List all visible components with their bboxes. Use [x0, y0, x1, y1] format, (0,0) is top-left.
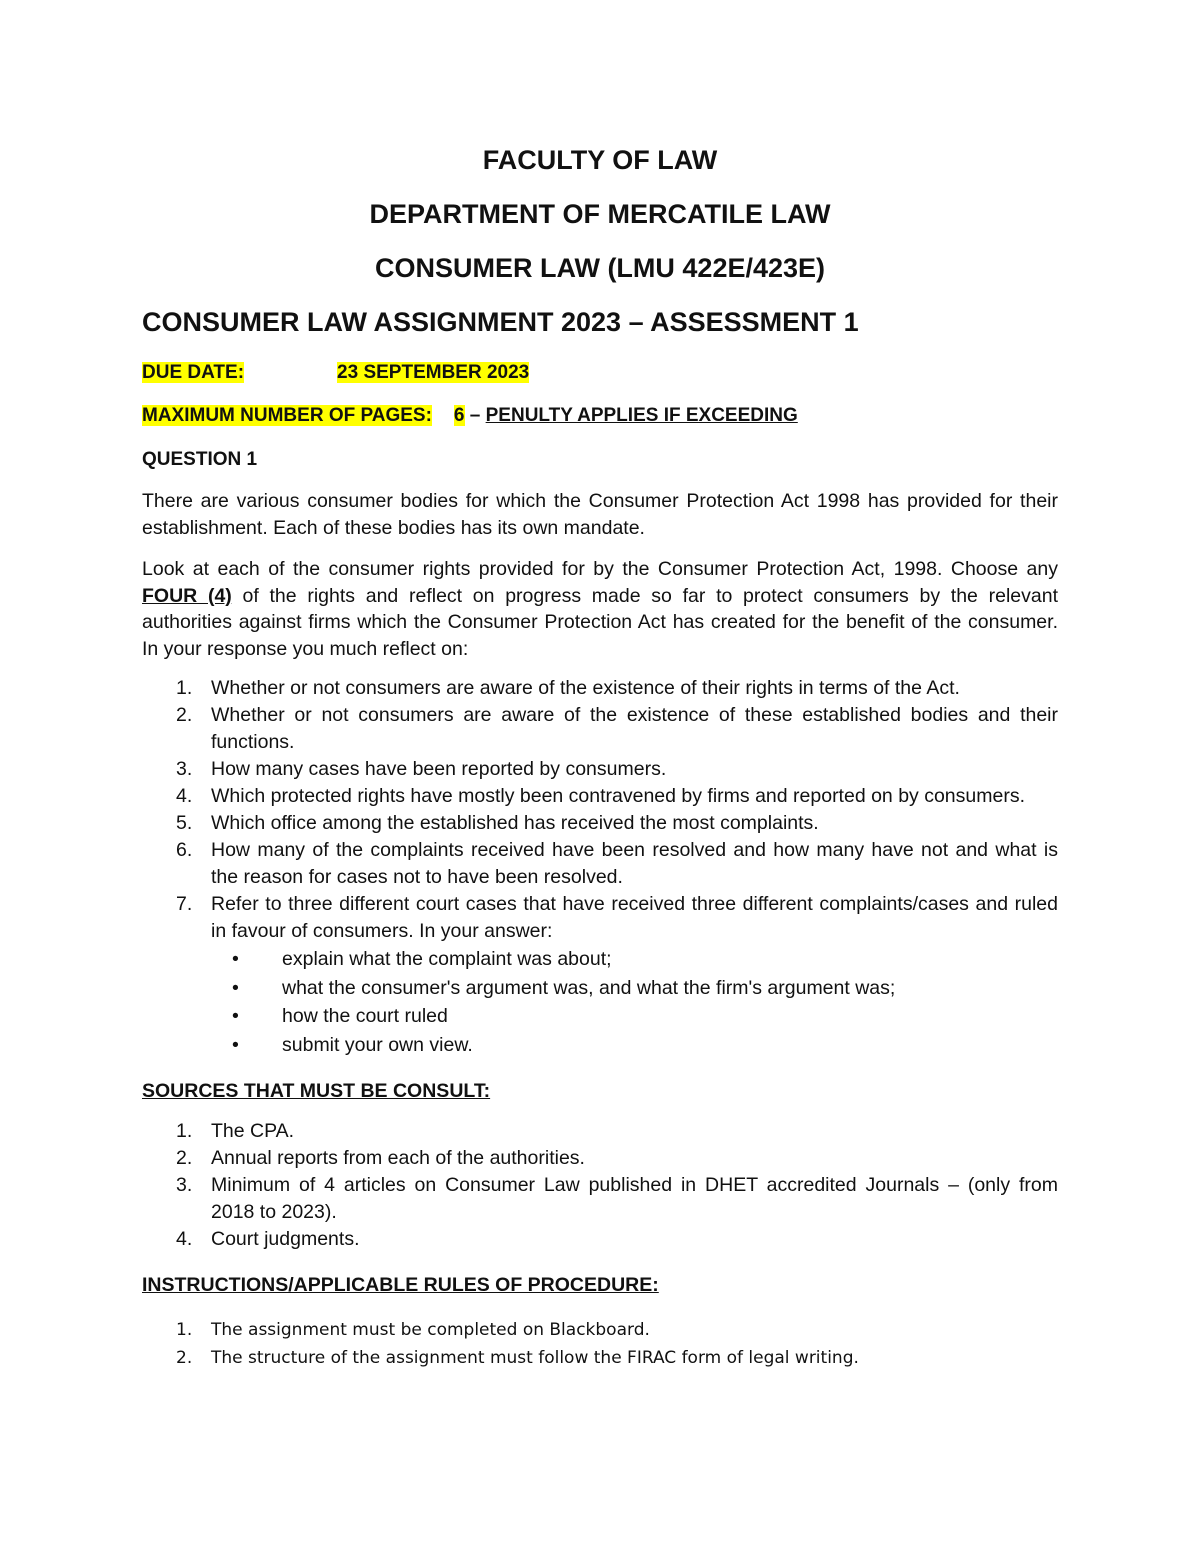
list-item: [142, 1118, 1058, 1145]
question-1-paragraph-2: [142, 556, 1058, 662]
question-1-paragraph-1: There are various consumer bodies for which the Consumer Protection Act 1998 has provided for their establishment. Each of these bodies has its own mandate.: [142, 490, 1058, 539]
list-number: 2.: [176, 1147, 193, 1169]
list-item: [142, 675, 1058, 702]
bullet-text: what the consumer's argument was, and what the firm's argument was;: [282, 976, 896, 999]
list-number: 1.: [176, 1320, 193, 1340]
bullet-icon: •: [232, 976, 239, 999]
paragraph-2-emphasis: FOUR (4): [142, 584, 232, 607]
list-item-text: How many of the complaints received have been resolved and how many have not and what is the reason for cases not to have been resolved.: [211, 839, 1058, 888]
list-item: [142, 1316, 1058, 1344]
list-number: 1.: [176, 1120, 193, 1142]
bullet-item: [211, 974, 1058, 1003]
bullet-item: [211, 945, 1058, 974]
list-item: [142, 891, 1058, 1059]
bullet-icon: •: [232, 1005, 239, 1027]
list-number: 2.: [176, 704, 193, 726]
list-item: [142, 810, 1058, 837]
max-pages-line: [142, 403, 1058, 429]
paragraph-2-end: of the rights and reflect on progress made so far to protect consumers by the relevant authorities against firms which the Consumer Protection Act has created for the benefit of the consumer. In your response you much reflect on:: [142, 584, 1058, 660]
sources-title: SOURCES THAT MUST BE CONSULT:: [142, 1080, 491, 1102]
list-item-text: Which protected rights have mostly been contravened by firms and reported on by consumers.: [211, 785, 1025, 807]
list-item-text: The CPA.: [211, 1120, 295, 1142]
penalty-note: PENULTY APPLIES IF EXCEEDING: [485, 405, 798, 426]
bullet-icon: •: [232, 1033, 239, 1056]
max-pages-value: 6: [453, 405, 465, 426]
list-number: 4.: [176, 1228, 193, 1250]
list-item-text: Minimum of 4 articles on Consumer Law published in DHET accredited Journals – (only from 2018 to 2023).: [211, 1174, 1058, 1223]
due-date-value: 23 SEPTEMBER 2023: [337, 362, 530, 383]
faculty-heading: FACULTY OF LAW: [482, 145, 718, 175]
bullet-icon: •: [232, 948, 239, 970]
list-number: 2.: [176, 1348, 193, 1368]
list-number: 5.: [176, 812, 193, 834]
list-item: [142, 783, 1058, 810]
list-item-text: Whether or not consumers are aware of the existence of these established bodies and their functions.: [211, 704, 1058, 753]
list-item: [142, 756, 1058, 783]
list-item: [142, 1172, 1058, 1226]
instructions-title: INSTRUCTIONS/APPLICABLE RULES OF PROCEDURE:: [142, 1274, 659, 1296]
assignment-title: CONSUMER LAW ASSIGNMENT 2023 – ASSESSMENT 1: [142, 307, 859, 337]
list-number: 6.: [176, 839, 193, 861]
list-item: [142, 1226, 1058, 1253]
bullet-text: how the court ruled: [282, 1005, 448, 1027]
list-item: [142, 1145, 1058, 1172]
max-pages-label: MAXIMUM NUMBER OF PAGES:: [142, 405, 432, 426]
bullet-item: [211, 1002, 1058, 1031]
list-number: 7.: [176, 893, 193, 915]
list-item-text: Which office among the established has received the most complaints.: [211, 812, 819, 834]
list-item-text: Whether or not consumers are aware of the existence of their rights in terms of the Act.: [211, 677, 960, 699]
bullet-text: submit your own view.: [282, 1033, 473, 1056]
list-number: 4.: [176, 785, 193, 807]
bullet-item: [211, 1031, 1058, 1060]
list-item-text: The structure of the assignment must follow the FIRAC form of legal writing.: [211, 1348, 859, 1368]
list-number: 1.: [176, 677, 193, 699]
list-item-text: Court judgments.: [211, 1228, 360, 1250]
bullet-text: explain what the complaint was about;: [282, 948, 612, 970]
question-1-title: QUESTION 1: [142, 449, 258, 470]
paragraph-2-start: Look at each of the consumer rights provided for by the Consumer Protection Act, 1998. Choose any: [142, 558, 1058, 580]
list-number: 3.: [176, 758, 193, 780]
department-heading: DEPARTMENT OF MERCATILE LAW: [369, 199, 831, 229]
list-item-text: How many cases have been reported by consumers.: [211, 758, 667, 780]
list-number: 3.: [176, 1174, 193, 1196]
list-item-text: Annual reports from each of the authorities.: [211, 1147, 585, 1169]
course-heading: CONSUMER LAW (LMU 422E/423E): [374, 253, 826, 283]
list-item-text: The assignment must be completed on Blackboard.: [211, 1320, 650, 1340]
list-item: [142, 702, 1058, 756]
list-item: [142, 837, 1058, 891]
list-item-text: Refer to three different court cases that have received three different complaints/cases and ruled in favour of consumers. In your answer:: [211, 893, 1058, 942]
document-content: [142, 140, 1058, 1372]
sources-list: [142, 1118, 1058, 1253]
question-1-list: [142, 675, 1058, 1059]
due-date-label: DUE DATE:: [142, 362, 245, 383]
instructions-list: [142, 1316, 1058, 1372]
due-date-line: [142, 360, 1058, 386]
answer-bullet-list: [211, 945, 1058, 1059]
list-item: [142, 1344, 1058, 1372]
max-pages-dash: –: [464, 405, 486, 426]
